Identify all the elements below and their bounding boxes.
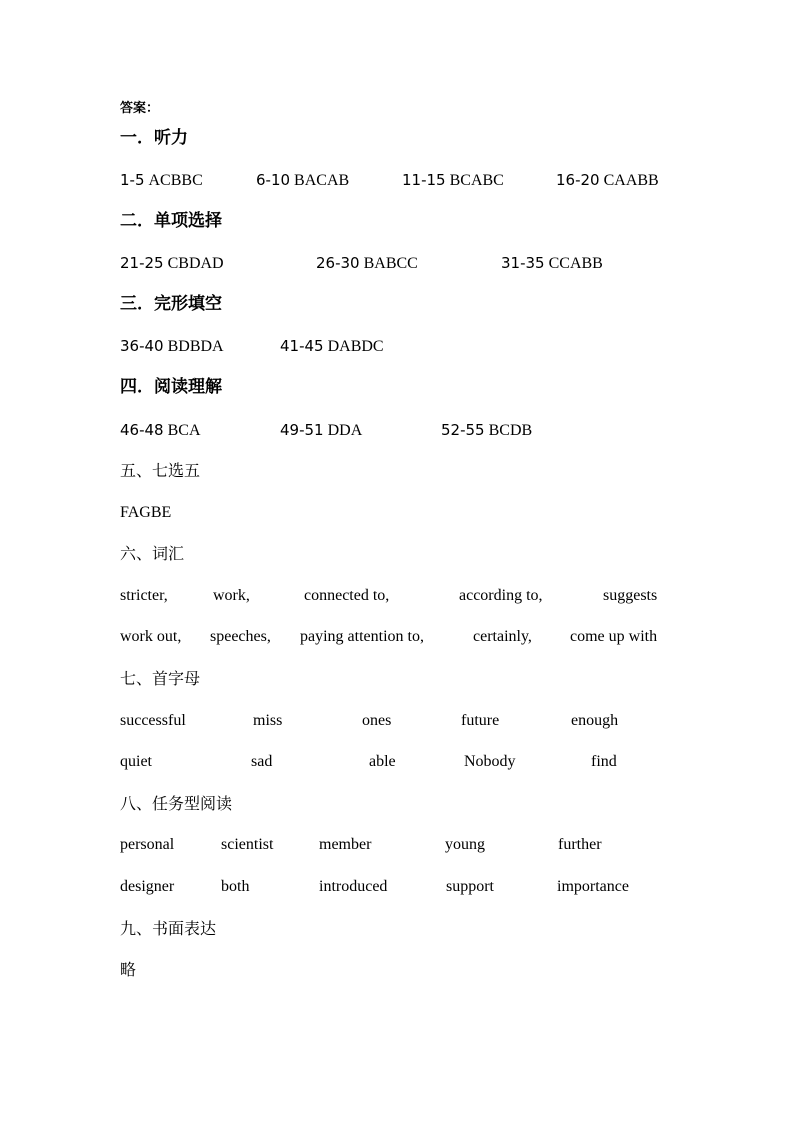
section-6-row-1 (0, 585, 794, 607)
vocab-answer: suggests (603, 587, 658, 604)
question-range: 41-45 (280, 337, 324, 355)
vocab-answer: work, (213, 587, 250, 604)
answer-group (402, 169, 504, 192)
answer-group (316, 252, 418, 275)
word-answer: importance (557, 878, 629, 895)
section-4-answers (0, 419, 794, 441)
section-9-title: 九、书面表达 (120, 919, 217, 938)
question-range: 21-25 (120, 254, 164, 272)
answer-letters: CAABB (603, 172, 659, 189)
section-3-answers (0, 335, 794, 357)
section-2-title: 二．单项选择 (120, 211, 222, 231)
section-5-answers (0, 502, 794, 524)
word-answer: young (445, 836, 485, 853)
word-answer: enough (571, 712, 619, 729)
vocab-answer: connected to, (304, 587, 390, 604)
answer-group (120, 169, 203, 192)
question-range: 16-20 (556, 171, 600, 189)
word-answer: member (319, 836, 372, 853)
section-1-title: 一．听力 (120, 128, 188, 148)
section-8-row-1 (0, 834, 794, 856)
vocab-answer: speeches, (210, 628, 271, 645)
word-answer: designer (120, 878, 175, 895)
answer-letters: BCA (167, 422, 201, 439)
answer-group (556, 169, 659, 192)
answer-label: 答案： (120, 101, 160, 116)
answer-group (501, 252, 603, 275)
answer-letters: BCDB (488, 422, 533, 439)
answer-letters: DABDC (327, 338, 384, 355)
word-answer: personal (120, 836, 175, 853)
answer-group (280, 419, 362, 442)
answer-letters: CBDAD (167, 255, 224, 272)
word-answer: successful (120, 712, 186, 729)
answer-letters: BABCC (363, 255, 418, 272)
word-answer: scientist (221, 836, 274, 853)
vocab-answer: work out, (120, 628, 182, 645)
question-range: 52-55 (441, 421, 485, 439)
vocab-answer: according to, (459, 587, 543, 604)
word-answer: further (558, 836, 602, 853)
answer-group (120, 335, 224, 358)
word-answer: introduced (319, 878, 388, 895)
question-range: 31-35 (501, 254, 545, 272)
vocab-answer: stricter, (120, 587, 168, 604)
answer-letters: BDBDA (167, 338, 224, 355)
answer-group (280, 335, 384, 358)
question-range: 46-48 (120, 421, 164, 439)
vocab-answer: certainly, (473, 628, 532, 645)
answer-letters: BACAB (294, 172, 350, 189)
answer-group (441, 419, 532, 442)
section-5-title: 五、七选五 (120, 461, 201, 480)
word-answer: find (591, 753, 617, 770)
answer-letters: BCABC (449, 172, 504, 189)
section-7-row-1 (0, 710, 794, 732)
question-range: 36-40 (120, 337, 164, 355)
word-answer: both (221, 878, 250, 895)
vocab-answer: come up with (570, 628, 658, 645)
word-answer: able (369, 753, 396, 770)
question-range: 26-30 (316, 254, 360, 272)
section-1-answers (0, 169, 794, 191)
word-answer: Nobody (464, 753, 516, 770)
section-4-title: 四．阅读理解 (120, 377, 222, 397)
section-3-title: 三．完形填空 (120, 294, 222, 314)
section-8-title: 八、任务型阅读 (120, 794, 233, 813)
answer-group (120, 252, 224, 275)
word-answer: sad (251, 753, 273, 770)
section-2-answers (0, 252, 794, 274)
section-6-title: 六、词汇 (120, 544, 185, 563)
question-range: 1-5 (120, 171, 145, 189)
question-range: 11-15 (402, 171, 446, 189)
word-answer: support (446, 878, 494, 895)
word-answer: ones (362, 712, 392, 729)
answer-letters: ACBBC (148, 172, 203, 189)
word-answer: quiet (120, 753, 152, 770)
section-9-answer: 略 (120, 960, 137, 979)
question-range: 6-10 (256, 171, 291, 189)
answer-group (120, 419, 201, 442)
word-answer: miss (253, 712, 283, 729)
section-7-title: 七、首字母 (120, 669, 201, 688)
answer-letters: DDA (327, 422, 363, 439)
section-7-row-2 (0, 751, 794, 773)
word-answer: future (461, 712, 500, 729)
answer-group (256, 169, 349, 192)
answer-letters: CCABB (548, 255, 603, 272)
section-6-row-2 (0, 626, 794, 648)
vocab-answer: paying attention to, (300, 628, 424, 645)
answer-letters: FAGBE (120, 504, 172, 521)
question-range: 49-51 (280, 421, 324, 439)
section-8-row-2 (0, 876, 794, 898)
